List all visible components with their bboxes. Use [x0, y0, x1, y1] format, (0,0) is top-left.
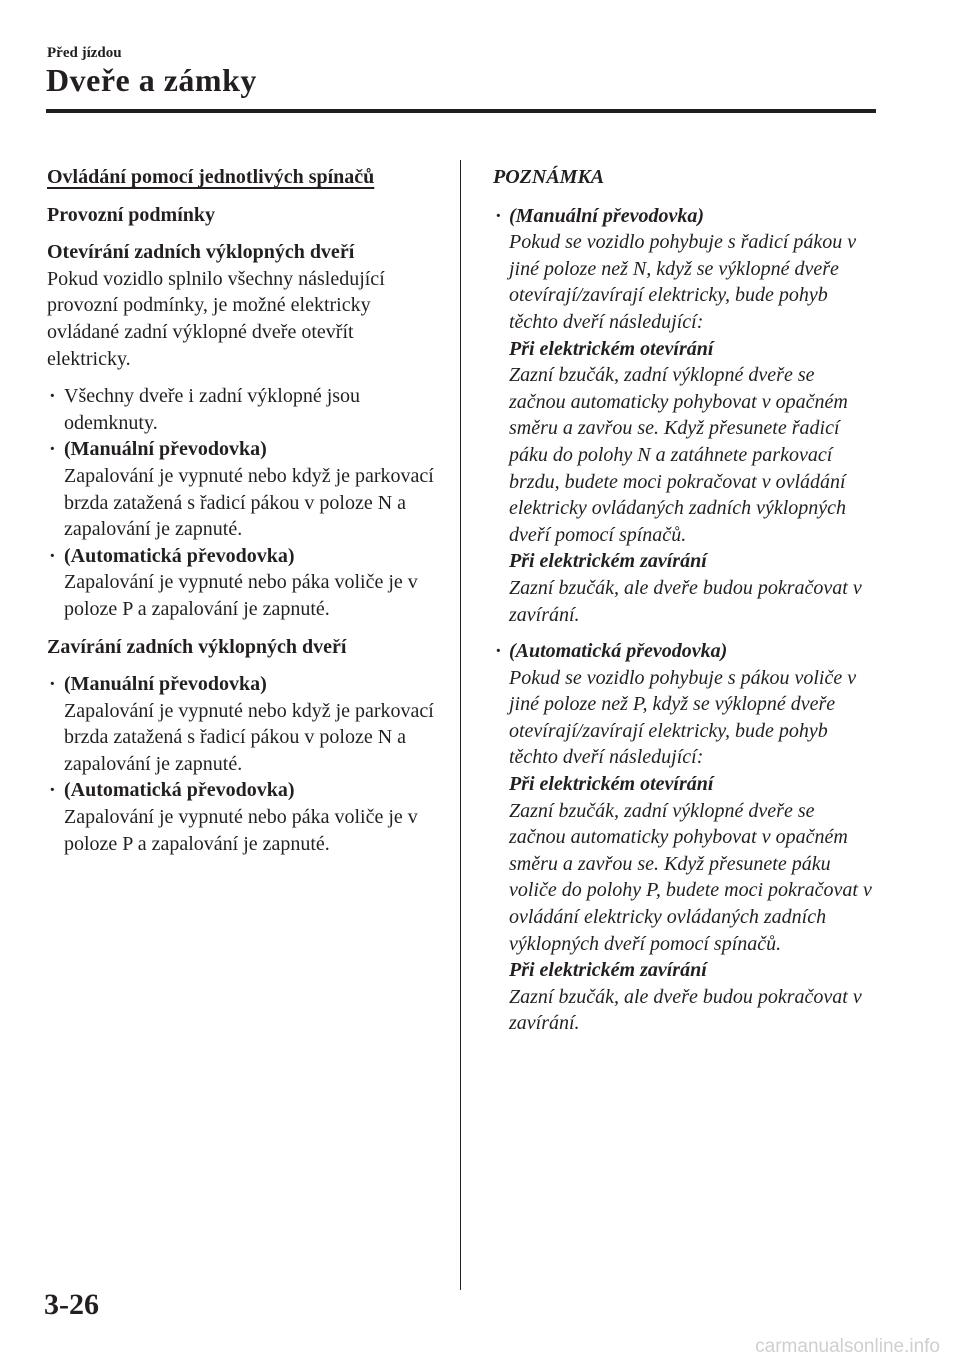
note-close-title: Při elektrickém zavírání [509, 959, 707, 982]
note-list [493, 203, 873, 1037]
closing-title: Zavírání zadních výklopných dveří [47, 635, 347, 658]
note-item [493, 203, 873, 629]
section-label: Před jízdou [47, 45, 122, 61]
header-rule [46, 109, 876, 113]
item-text: Zapalování je vypnuté nebo páka voliče je v poloze P a zapalování je zapnuté. [64, 806, 418, 855]
closing-conditions-list [47, 671, 442, 857]
bullet-icon: · [495, 204, 502, 227]
note-close-text: Zazní bzučák, ale dveře budou pokračovat v zavírání. [509, 576, 862, 626]
note-close-title: Při elektrickém zavírání [509, 550, 707, 573]
list-item [47, 777, 442, 857]
bullet-icon: · [49, 673, 56, 696]
note-title: POZNÁMKA [493, 166, 605, 188]
list-item [47, 383, 442, 436]
list-item [47, 671, 442, 777]
note-open-text: Zazní bzučák, zadní výklopné dveře se začnou automaticky pohybovat v opačném směru a zavřou se. Když přesunete řadicí páku do polohy N a zatáhnete parkovací brzdu, budete moci pokračovat v ovládání elektricky ovládaných zadních výklopných dveří pomocí spínačů. [509, 364, 848, 546]
note-item-intro: Pokud se vozidlo pohybuje s pákou voliče v jiné poloze než P, když se výklopné dveře otevírají/zavírají elektricky, bude pohyb těchto dveří následující: [509, 666, 857, 769]
item-label: (Automatická převodovka) [64, 779, 295, 802]
bullet-icon: · [49, 779, 56, 802]
note-item [493, 638, 873, 1037]
note-column [493, 164, 873, 1047]
column-divider [460, 160, 461, 1290]
section-heading: Ovládání pomocí jednotlivých spínačů [47, 166, 375, 188]
list-item [47, 436, 442, 542]
item-text: Zapalování je vypnuté nebo když je parkovací brzda zatažená s řadicí pákou v poloze N a zapalování je zapnuté. [64, 699, 434, 775]
item-text: Zapalování je vypnuté nebo když je parkovací brzda zatažená s řadicí pákou v poloze N a zapalování je zapnuté. [64, 464, 434, 541]
opening-title: Otevírání zadních výklopných dveří [47, 241, 355, 264]
item-label: (Manuální převodovka) [64, 438, 267, 461]
note-open-text: Zazní bzučák, zadní výklopné dveře se začnou automaticky pohybovat v opačném směru a zavřou se. Když přesunete páku voliče do polohy P, budete moci pokračovat v ovládání elektricky ovládaných zadních výklopných dveří pomocí spínačů. [509, 799, 872, 955]
item-text: Zapalování je vypnuté nebo páka voliče je v poloze P a zapalování je zapnuté. [64, 571, 418, 620]
note-item-label: (Automatická převodovka) [509, 640, 728, 663]
bullet-icon: · [49, 438, 56, 461]
note-open-title: Při elektrickém otevírání [509, 773, 714, 796]
item-label: (Manuální převodovka) [64, 673, 267, 696]
item-label: (Automatická převodovka) [64, 544, 295, 567]
page-number: 3-26 [44, 1288, 99, 1321]
bullet-icon: · [49, 544, 56, 567]
left-column [47, 164, 442, 868]
list-item [47, 543, 442, 623]
watermark[interactable]: carmanualsonline.info [755, 1336, 940, 1357]
item-text: Všechny dveře i zadní výklopné jsou odemknuty. [64, 385, 361, 434]
opening-conditions-list [47, 383, 442, 622]
conditions-heading: Provozní podmínky [47, 203, 215, 226]
bullet-icon: · [49, 385, 56, 408]
note-close-text: Zazní bzučák, ale dveře budou pokračovat v zavírání. [509, 985, 862, 1035]
bullet-icon: · [495, 640, 502, 663]
note-item-label: (Manuální převodovka) [509, 204, 704, 227]
note-item-intro: Pokud se vozidlo pohybuje s řadicí pákou v jiné poloze než N, když se výklopné dveře otevírají/zavírají elektricky, bude pohyb těchto dveří následující: [509, 231, 857, 333]
chapter-title: Dveře a zámky [46, 62, 257, 98]
opening-paragraph: Pokud vozidlo splnilo všechny následující provozní podmínky, je možné elektricky ovládané zadní výklopné dveře otevřít elektricky. [47, 267, 385, 370]
note-open-title: Při elektrickém otevírání [509, 337, 714, 360]
